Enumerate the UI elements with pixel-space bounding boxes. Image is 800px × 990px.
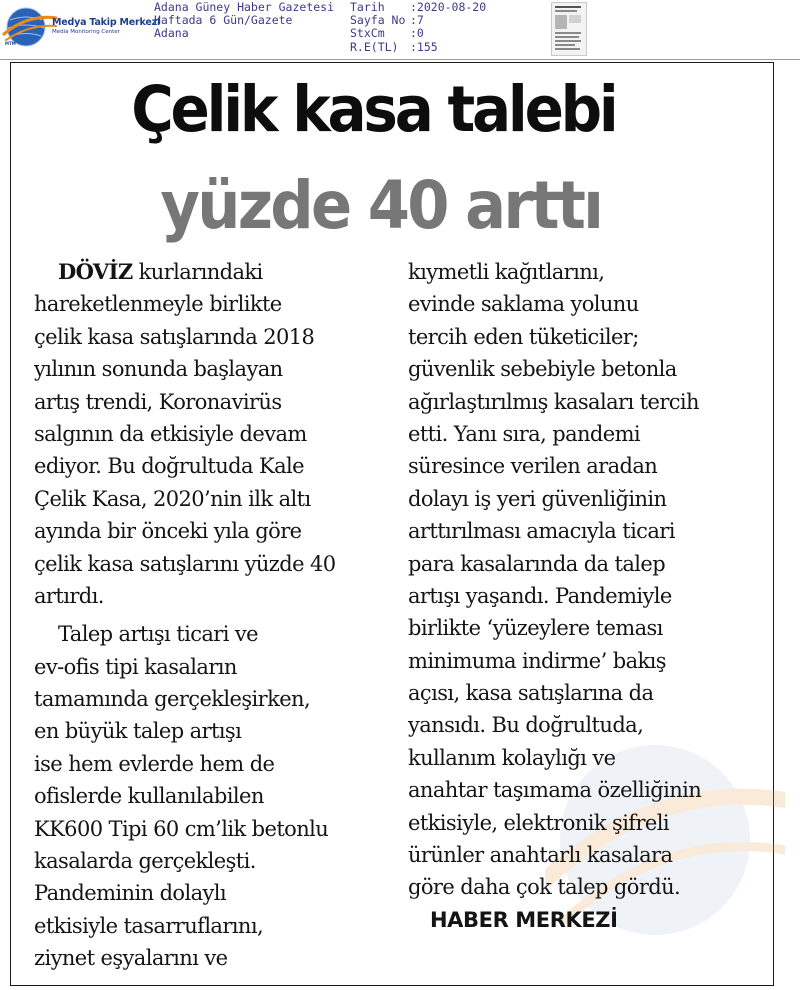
text-line: ağırlaştırılmış kasaları tercih [408,389,699,414]
text-line: ayında bir önceki yıla göre [34,519,302,544]
text-line: kullanım kolaylığı ve [408,745,616,770]
text-line: etkisiyle, elektronik şifreli [408,810,669,835]
text-line: kıymetli kağıtlarını, [408,260,605,284]
clipping-fields [350,1,486,54]
field-label: Sayfa No [350,13,406,28]
thumb-masthead [555,6,581,8]
text-line: arttırılması amacıyla ticari [408,519,675,544]
field-ad-value [350,41,486,54]
lead-word: DÖVİZ [58,259,133,284]
text-line: açısı, kasa satışlarına da [408,681,654,706]
publication-city: Adana [154,26,189,41]
text-line: ise hem evlerde hem de [34,751,275,776]
text-line: çelik kasa satışlarını yüzde 40 [34,551,336,576]
clipping-header [0,0,800,58]
text-line: etkisiyle tasarruflarını, [34,913,264,938]
field-label: R.E(TL) [350,39,399,54]
text-line: tercih eden tüketiciler; [408,324,639,349]
publication-info [154,1,334,41]
text-line: güvenlik sebebiyle betonla [408,357,677,382]
text-line: kurlarındaki [132,260,263,284]
logo-tag: MTM [5,41,16,46]
thumb-line [555,44,575,46]
text-line: artırdı. [34,583,104,608]
field-label: StxCm [350,26,385,41]
paragraph-1-line [34,256,336,288]
thumb-block [569,15,581,23]
text-line: para kasalarında da talep [408,551,666,576]
text-line: anahtar taşımama özelliğinin [408,778,702,803]
article-column-right [408,256,701,936]
text-line: birlikte ‘yüzeylere teması [408,616,663,641]
text-line: çelik kasa satışlarında 2018 [34,324,315,349]
publication-name: Adana Güney Haber Gazetesi [154,0,335,14]
text-line: hareketlenmeyle birlikte [34,292,282,317]
headline-main: Çelik kasa talebi [131,73,616,146]
text-line: kasalarda gerçekleşti. [34,849,256,874]
byline: HABER MERKEZİ [430,907,618,932]
text-line: Çelik Kasa, 2020’nin ilk altı [34,486,311,511]
text-line: ziynet eşyalarını ve [34,946,228,971]
header-divider [0,59,800,60]
text-line: artış trendi, Koronavirüs [34,389,282,414]
text-line: göre daha çok talep gördü. [408,875,681,900]
text-line: ediyor. Bu doğrultuda Kale [34,454,304,479]
thumb-line [555,48,580,50]
field-label: Tarih [350,0,385,14]
publication-frequency: Haftada 6 Gün/Gazete [154,13,293,28]
medya-takip-logo [2,4,161,50]
text-line: yansıdı. Bu doğrultuda, [408,713,644,738]
text-line: en büyük talep artışı [34,719,242,744]
text-line: dolayı iş yeri güvenliğinin [408,486,667,511]
article-column-left [34,256,336,975]
text-line: evinde saklama yolunu [408,292,639,317]
text-line: ürünler anahtarlı kasalara [408,843,673,868]
text-line: ofislerde kullanılabilen [34,784,264,809]
thumb-block [555,15,567,29]
thumb-line [555,40,581,42]
text-line: etti. Yanı sıra, pandemi [408,421,641,446]
text-line: ev-ofis tipi kasaların [34,654,237,679]
field-value: :155 [410,39,438,54]
text-line: KK600 Tipi 60 cm’lik betonlu [34,816,329,841]
text-line: süresince verilen aradan [408,454,658,479]
thumb-line [555,32,581,34]
thumb-line [555,10,577,12]
logo-title: Medya Takip Merkezi [52,17,161,28]
field-value: :0 [410,26,424,41]
field-value: :2020-08-20 [410,0,487,14]
text-line: yılının sonunda başlayan [34,357,283,382]
page-thumbnail[interactable] [551,2,587,56]
text-line: artışı yaşandı. Pandemiyle [408,583,672,608]
text-line: salgının da etkisiyle devam [34,421,307,446]
logo-subtitle: Media Monitoring Center [52,29,120,35]
thumb-line [555,36,579,38]
text-line: Pandeminin dolaylı [34,881,226,906]
text-line: minimuma indirme’ bakış [408,648,666,673]
headline-sub: yüzde 40 arttı [160,167,602,244]
field-value: :7 [410,13,424,28]
text-line: Talep artışı ticari ve [58,622,258,647]
text-line: tamamında gerçekleşirken, [34,687,311,712]
